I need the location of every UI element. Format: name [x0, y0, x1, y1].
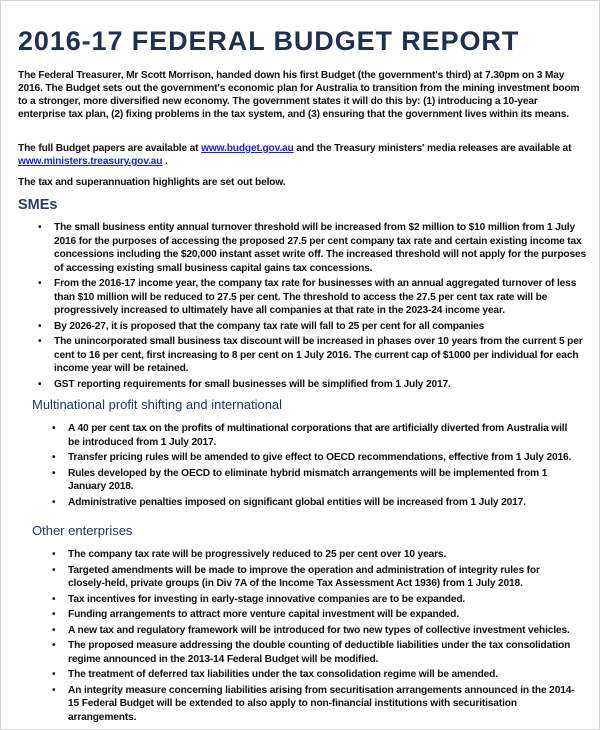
bullet-icon: • — [52, 593, 56, 605]
papers-prefix: The full Budget papers are available at — [18, 143, 202, 154]
ministers-treasury-link[interactable]: www.ministers.treasury.gov.au — [18, 156, 163, 167]
bullet-icon: • — [52, 640, 56, 651]
list-item: • Tax incentives for investing in early-stage innovative companies are to be expanded. — [52, 593, 466, 605]
list-item: • The small business entity annual turnover threshold will be increased from $2 million to $10 million from 1 July 2016 for the purposes of accessing the proposed 27.5 per cent company tax rate and certain existing income tax concessions including the $20,000 instant asset write off. The increased threshold will not apply for the purposes of accessing existing small business capital gains tax concessions. — [38, 222, 587, 274]
bullet-icon: • — [52, 684, 56, 696]
bullet-icon: • — [52, 496, 56, 508]
bullet-icon: • — [38, 378, 42, 390]
bullet-icon: • — [52, 669, 56, 680]
bullet-icon: • — [52, 467, 56, 479]
bullet-icon: • — [52, 624, 56, 636]
list-item: • Targeted amendments will be made to improve the operation and administration of integrity rules for closely-held, private groups (in Div 7A of the Income Tax Assessment Act 1936) from 1 July 2018. — [52, 564, 540, 589]
list-item: • Funding arrangements to attract more venture capital investment will be expanded. — [52, 609, 459, 620]
list-item: • Administrative penalties imposed on significant global entities will be increased from 1 July 2017. — [52, 496, 526, 508]
list-item: • The proposed measure addressing the double counting of deductible liabilities under the tax consolidation regime announced in the 2013-14 Federal Budget will be modified. — [52, 640, 571, 665]
list-item: • Transfer pricing rules will be amended to give effect to OECD recommendations, effective from 1 July 2016. — [52, 452, 572, 463]
section-heading-multinational: Multinational profit shifting and international — [32, 397, 283, 412]
bullet-icon: • — [38, 278, 42, 289]
budget-papers-paragraph — [18, 142, 588, 168]
bullet-icon: • — [52, 423, 56, 434]
smes-bullet-list — [38, 221, 594, 393]
section-heading-other-enterprises: Other enterprises — [32, 523, 133, 538]
bullet-icon: • — [38, 320, 42, 332]
budget-gov-link[interactable]: www.budget.gov.au — [201, 143, 294, 154]
intro-paragraph: The Federal Treasurer, Mr Scott Morrison, handed down his first Budget (the government's third) at 7.30pm on 3 May 2016. The Budget sets out the government's economic plan for Australia to transition from the mining investment boom to a stronger, more diversified new economy. The government states it will do this by: (1) introducing a 10-year enterprise tax plan, (2) fixing problems in the tax system, and (3) ensuring that the government lives within its means. — [18, 70, 580, 120]
list-item: • The unincorporated small business tax discount will be increased in phases over 10 years from the current 5 per cent to 16 per cent, first increasing to 8 per cent on 1 July 2016. The current cap of $1000 per individual for each income year will be retained. — [38, 336, 583, 374]
bullet-icon: • — [38, 336, 42, 347]
other-enterprises-bullet-list — [52, 548, 578, 726]
bullet-icon: • — [38, 222, 42, 233]
list-item: • An integrity measure concerning liabilities arising from securitisation arrangements announced in the 2014-15 Federal Budget will be extended to also apply to non-financial institutions with securitisation arrangements. — [52, 684, 575, 723]
papers-suffix: . — [162, 156, 168, 167]
section-heading-smes: SMEs — [18, 197, 58, 213]
list-item: • The treatment of deferred tax liabilities under the tax consolidation regime will be amended. — [52, 669, 498, 680]
list-item: • By 2026-27, it is proposed that the company tax rate will fall to 25 per cent for all companies — [38, 320, 485, 332]
bullet-icon: • — [52, 452, 56, 463]
bullet-icon: • — [52, 549, 56, 560]
papers-middle: and the Treasury ministers' media releases are available at — [293, 143, 572, 154]
list-item: • GST reporting requirements for small businesses will be simplified from 1 July 2017. — [38, 378, 451, 390]
bullet-icon: • — [52, 564, 56, 576]
list-item: • Rules developed by the OECD to eliminate hybrid mismatch arrangements will be implemented from 1 January 2018. — [52, 467, 548, 492]
list-item: • A 40 per cent tax on the profits of multinational corporations that are artificially diverted from Australia will be introduced from 1 July 2017. — [52, 423, 568, 448]
bullet-icon: • — [52, 609, 56, 620]
page-title: 2016-17 FEDERAL BUDGET REPORT — [18, 26, 520, 56]
highlights-note: The tax and superannuation highlights are set out below. — [18, 177, 286, 188]
list-item: • A new tax and regulatory framework will be introduced for two new types of collective investment vehicles. — [52, 624, 570, 636]
list-item: • From the 2016-17 income year, the company tax rate for businesses with an annual aggregated turnover of less than $10 million will be reduced to 27.5 per cent. The threshold to access the 27.5 per cent tax rate will be progressively increased to ultimately have all companies at that rate in the 2023-24 income year. — [38, 278, 577, 316]
multinational-bullet-list — [52, 422, 578, 511]
list-item: • The company tax rate will be progressively reduced to 25 per cent over 10 years. — [52, 549, 447, 560]
